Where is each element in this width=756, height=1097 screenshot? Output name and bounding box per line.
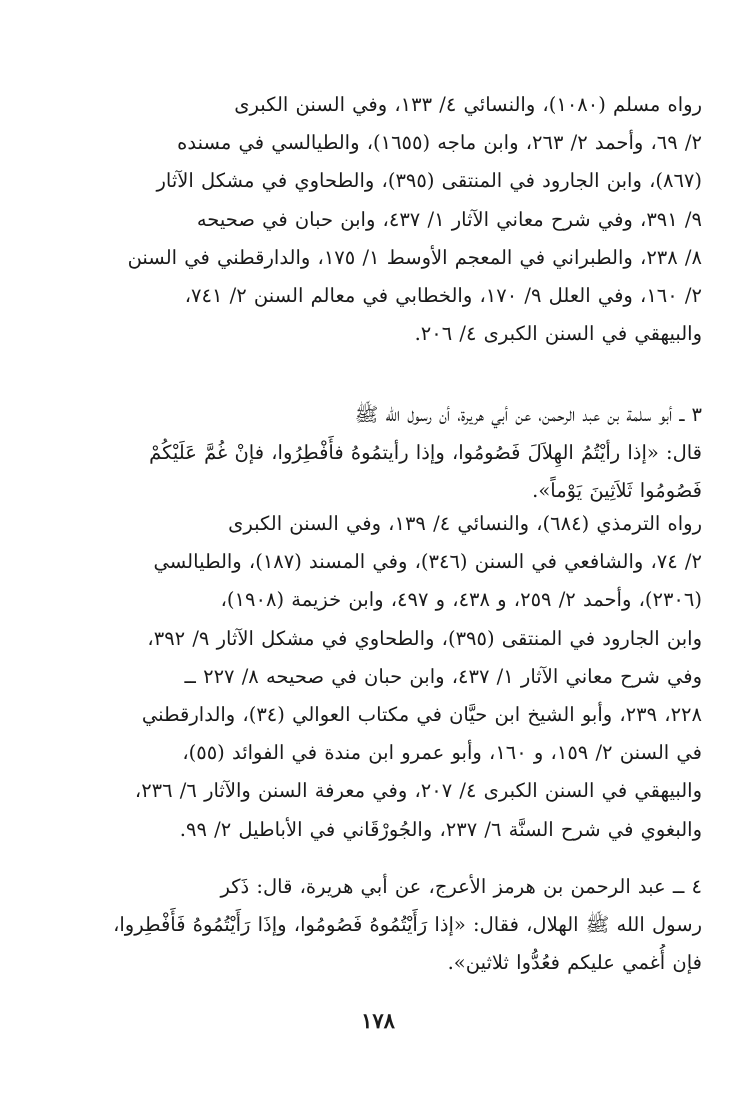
text-line: رواه الترمذي (٦٨٤)، والنسائي ٤/ ١٣٩، وفي السنن الكبرى: [228, 512, 702, 535]
takhrij-paragraph-2: [62, 505, 702, 849]
text-line: ٢٢٨، ٢٣٩، وأبو الشيخ ابن حيَّان في مكتاب العوالي (٣٤)، والدارقطني: [141, 703, 702, 727]
text-line: ٢/ ١٦٠، وفي العلل ٩/ ١٧٠، والخطابي في معالم السنن ٢/ ٧٤١،: [184, 284, 702, 308]
text-line: رسول الله ﷺ الهلال، فقال: «إذا رَأَيْتُمُوهُ فَصُومُوا، وإذَا رَأَيْتُمُوهُ فَأَفْطِروا،: [113, 913, 702, 937]
takhrij-paragraph-1: [62, 86, 702, 353]
text-line: ٩/ ٣٩١، وفي شرح معاني الآثار ١/ ٤٣٧، وابن حبان في صحيحه: [196, 207, 702, 231]
text-line: رواه مسلم (١٠٨٠)، والنسائي ٤/ ١٣٣، وفي السنن الكبرى: [234, 93, 702, 116]
text-line: والبيهقي في السنن الكبرى ٤/ ٢٠٧، وفي معرفة السنن والآثار ٦/ ٢٣٦،: [134, 779, 702, 803]
text-line: في السنن ٢/ ١٥٩، و ١٦٠، وأبو عمرو ابن مندة في الفوائد (٥٥)،: [182, 741, 702, 765]
text-line: (٨٦٧)، وابن الجارود في المنتقى (٣٩٥)، والطحاوي في مشكل الآثار: [156, 169, 702, 193]
text-line: قال: «إذا رأيْتُمُ الهِلاَلَ فَصُومُوا، وإذا رأيتمُوهُ فأَفْطِرُوا، فإنْ غُمَّ عَلَيْكُمْ: [149, 441, 702, 465]
text-line: فَصُومُوا ثَلاَثِينَ يَوْماً».: [532, 479, 702, 503]
hadith-3-paragraph: [62, 396, 702, 511]
text-line: ٣ ــ أبو سلمة بن عبد الرحمن، عن أبي هريرة، أن رسول الله ﷺ: [354, 403, 702, 426]
text-line: والبيهقي في السنن الكبرى ٤/ ٢٠٦.: [414, 322, 702, 346]
text-line: (٢٣٠٦)، وأحمد ٢/ ٢٥٩، و ٤٣٨، و ٤٩٧، وابن خزيمة (١٩٠٨)،: [220, 588, 702, 612]
text-line: ٢/ ٦٩، وأحمد ٢/ ٢٦٣، وابن ماجه (١٦٥٥)، والطيالسي في مسنده: [177, 131, 702, 155]
text-line: فإن أُغمي عليكم فعُدُّوا ثلاثين».: [447, 951, 702, 975]
text-line: وابن الجارود في المنتقى (٣٩٥)، والطحاوي في مشكل الآثار ٩/ ٣٩٢،: [147, 626, 702, 650]
page-number: ١٧٨: [361, 1008, 395, 1033]
hadith-4-paragraph: [62, 868, 702, 983]
text-line: ٢/ ٧٤، والشافعي في السنن (٣٤٦)، وفي المسند (١٨٧)، والطيالسي: [153, 550, 702, 574]
text-line: وفي شرح معاني الآثار ١/ ٤٣٧، وابن حبان في صحيحه ٨/ ٢٢٧ ــ: [184, 664, 702, 688]
text-line: ٤ ــ عبد الرحمن بن هرمز الأعرج، عن أبي هريرة، قال: ذَكر: [220, 875, 702, 898]
text-line: ٨/ ٢٣٨، والطبراني في المعجم الأوسط ١/ ١٧٥، والدارقطني في السنن: [127, 245, 702, 269]
text-line: والبغوي في شرح السنَّة ٦/ ٢٣٧، والجُورْقَاني في الأباطيل ٢/ ٩٩.: [179, 817, 702, 841]
